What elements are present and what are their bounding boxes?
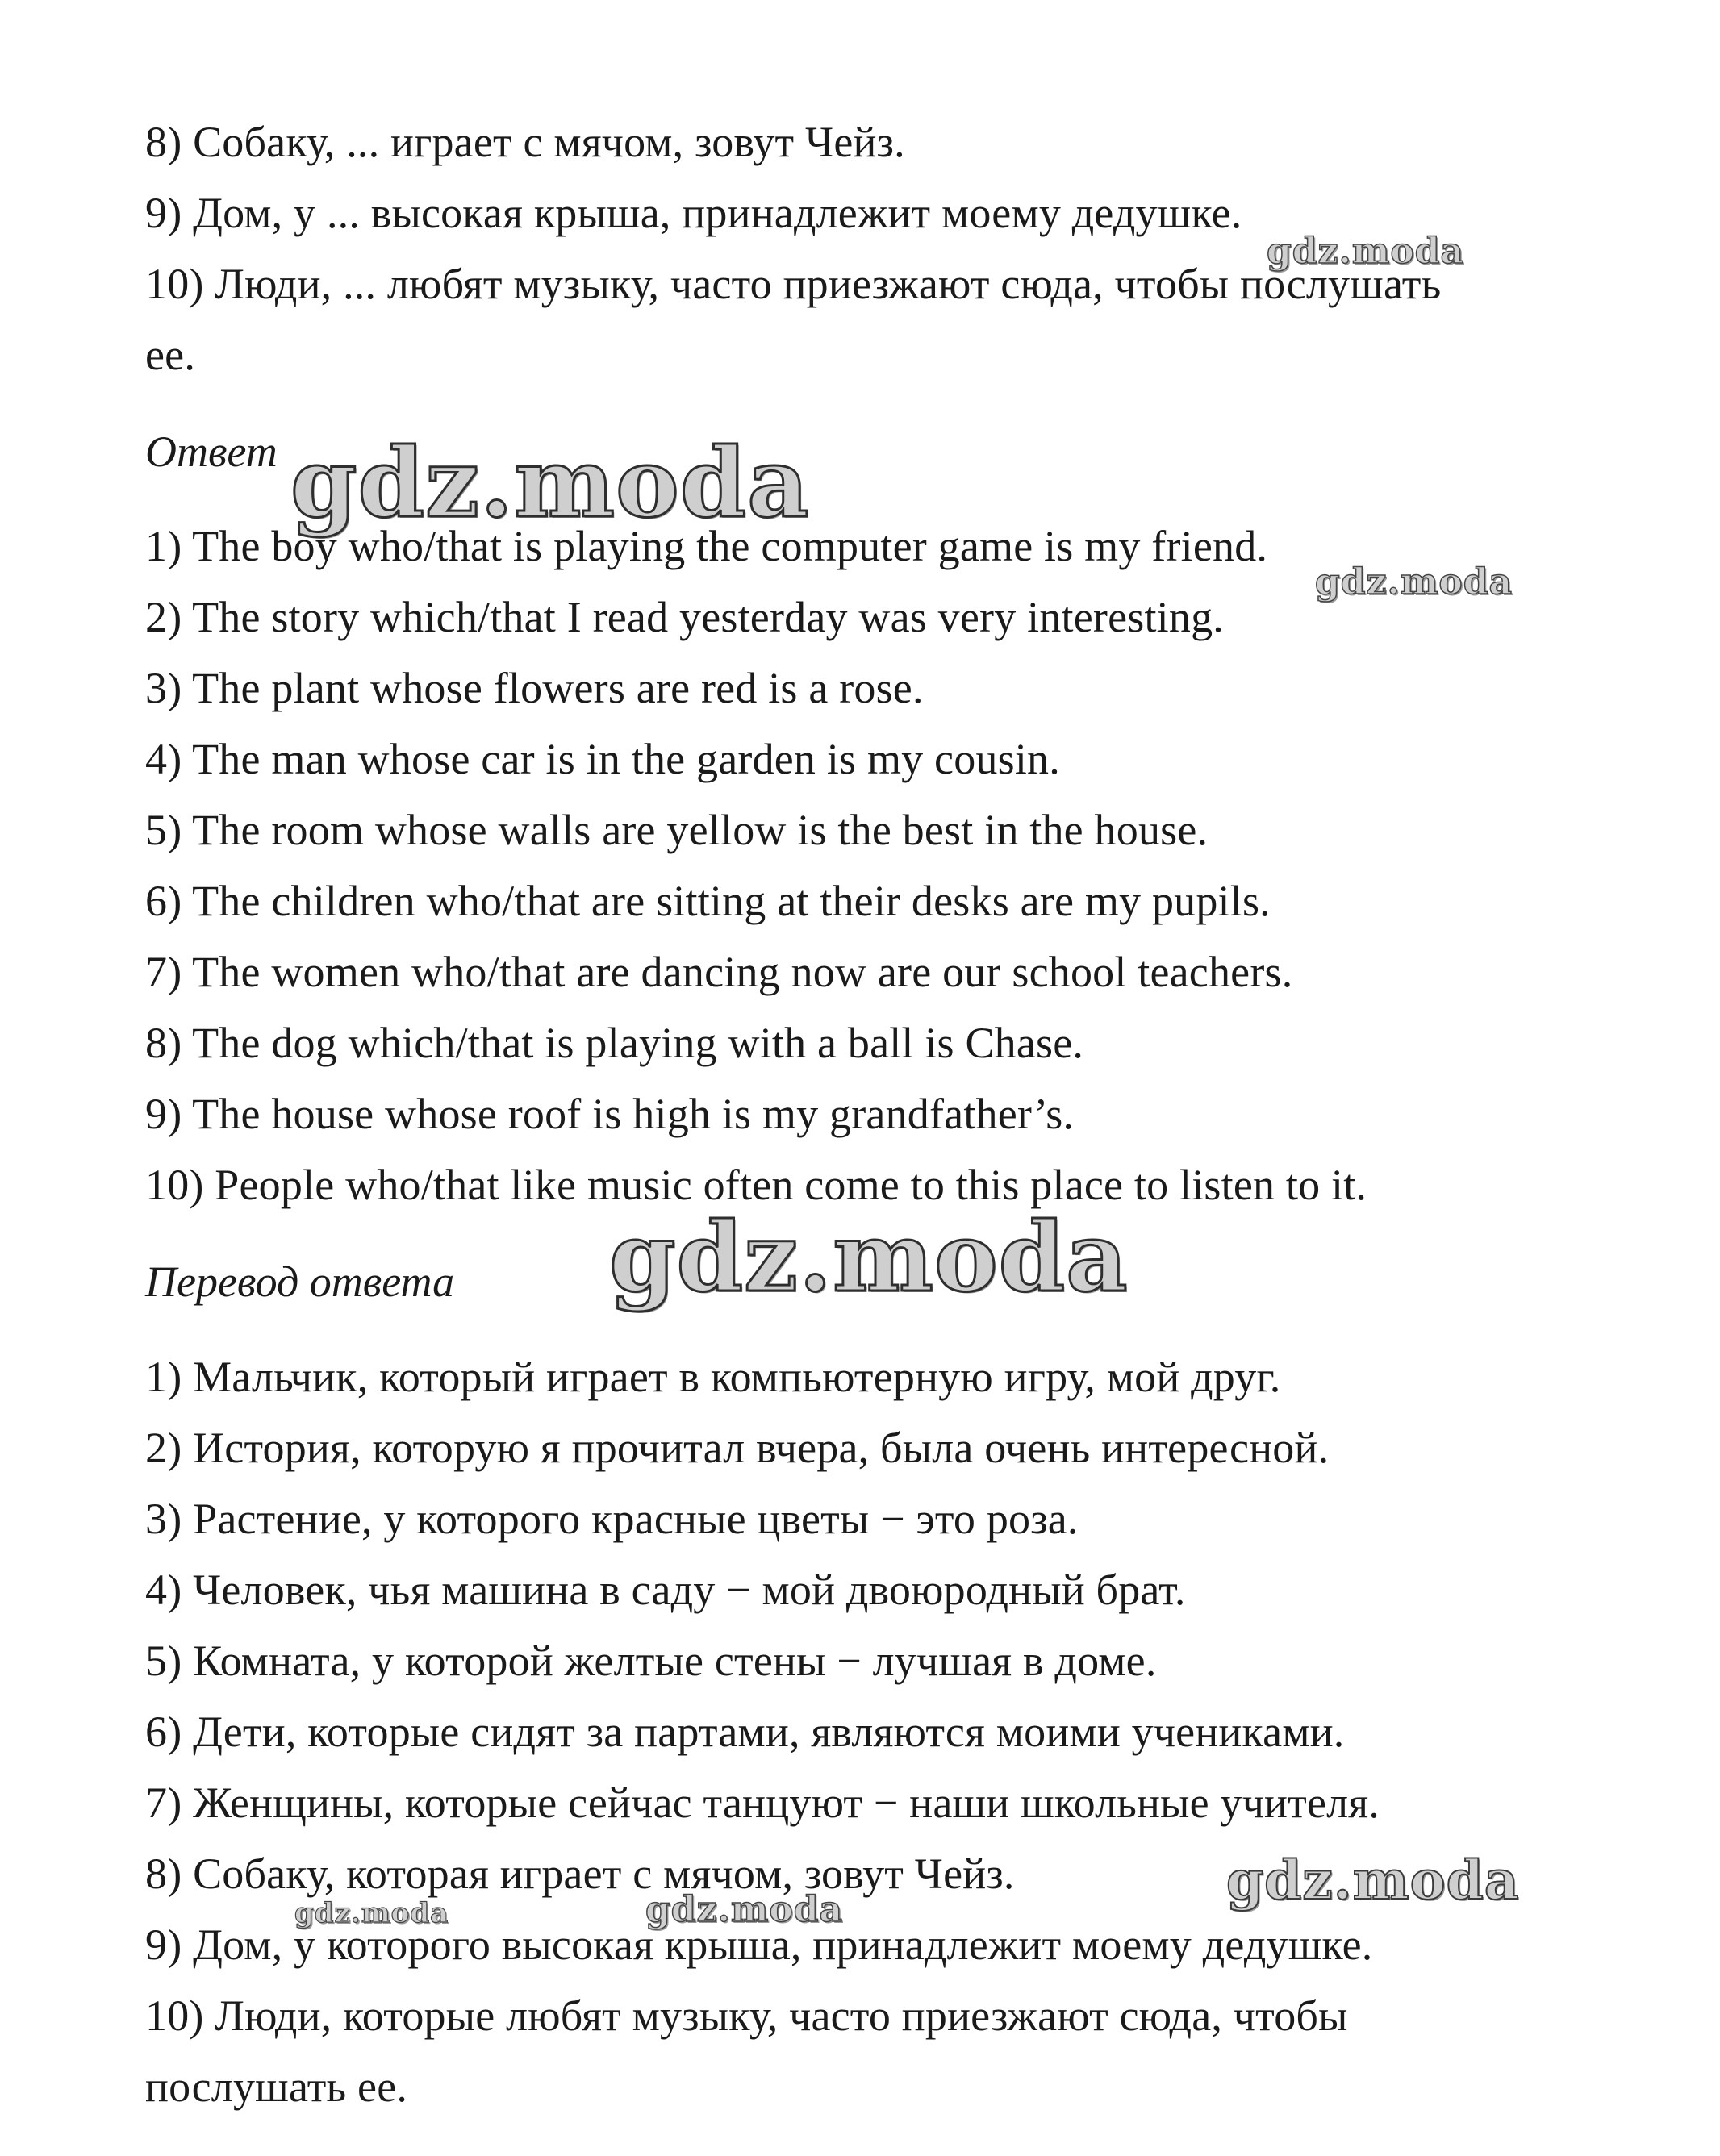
translation-heading: Перевод ответа — [145, 1257, 455, 1306]
answer-line-7: 7) The women who/that are dancing now are our school teachers. — [145, 948, 1293, 996]
translation-line-7: 7) Женщины, которые сейчас танцуют − наши школьные учителя. — [145, 1779, 1380, 1827]
answer-heading: Ответ — [145, 427, 278, 476]
answer-line-1: 1) The boy who/that is playing the computer game is my friend. — [145, 522, 1268, 570]
answer-line-9: 9) The house whose roof is high is my grandfather’s. — [145, 1090, 1075, 1138]
task-line-10-continued: ее. — [145, 331, 196, 379]
answer-line-3: 3) The plant whose flowers are red is a rose. — [145, 664, 924, 712]
task-line-10: 10) Люди, ... любят музыку, часто приезжают сюда, чтобы послушать — [145, 260, 1442, 308]
watermark-logo: gdz.moda — [1267, 231, 1465, 272]
translation-line-6: 6) Дети, которые сидят за партами, являются моими учениками. — [145, 1708, 1345, 1756]
watermark-logo: gdz.moda — [609, 1201, 1129, 1313]
watermark-logo: gdz.moda — [645, 1889, 844, 1930]
translation-line-10-continued: послушать ее. — [145, 2062, 408, 2111]
answer-line-4: 4) The man whose car is in the garden is my cousin. — [145, 735, 1060, 783]
answer-line-2: 2) The story which/that I read yesterday was very interesting. — [145, 593, 1224, 641]
translation-line-4: 4) Человек, чья машина в саду − мой двоюродный брат. — [145, 1566, 1186, 1614]
answer-line-10: 10) People who/that like music often come to this place to listen to it. — [145, 1161, 1367, 1209]
watermark-logo: gdz.moda — [1315, 561, 1513, 603]
answer-line-5: 5) The room whose walls are yellow is the best in the house. — [145, 806, 1209, 854]
watermark-logo: gdz.moda — [1226, 1849, 1520, 1912]
translation-line-5: 5) Комната, у которой желтые стены − лучшая в доме. — [145, 1637, 1157, 1685]
answer-line-8: 8) The dog which/that is playing with a ball is Chase. — [145, 1019, 1084, 1067]
translation-line-1: 1) Мальчик, который играет в компьютерную игру, мой друг. — [145, 1353, 1281, 1401]
answer-line-6: 6) The children who/that are sitting at their desks are my pupils. — [145, 877, 1271, 925]
task-line-9: 9) Дом, у ... высокая крыша, принадлежит моему дедушке. — [145, 189, 1242, 237]
translation-line-9: 9) Дом, у которого высокая крыша, принадлежит моему дедушке. — [145, 1920, 1373, 1969]
watermark-logo: gdz.moda — [290, 427, 810, 539]
watermark-logo: gdz.moda — [294, 1897, 449, 1929]
translation-line-8: 8) Собаку, которая играет с мячом, зовут Чейз. — [145, 1849, 1015, 1898]
translation-line-2: 2) История, которую я прочитал вчера, была очень интересной. — [145, 1424, 1330, 1472]
task-line-8: 8) Собаку, ... играет с мячом, зовут Чейз. — [145, 118, 905, 166]
translation-line-10: 10) Люди, которые любят музыку, часто приезжают сюда, чтобы — [145, 1991, 1348, 2040]
translation-line-3: 3) Растение, у которого красные цветы − это роза. — [145, 1495, 1079, 1543]
